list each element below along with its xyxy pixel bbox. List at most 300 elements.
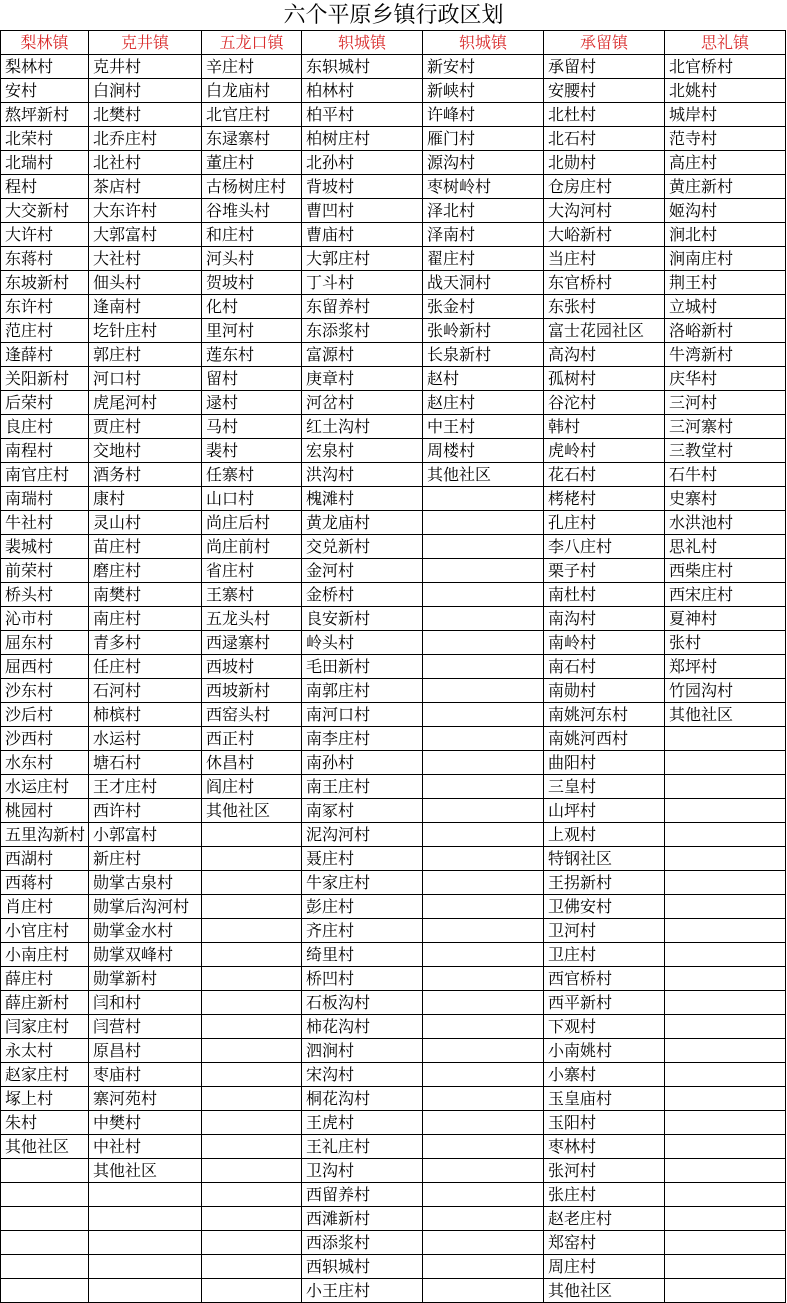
village-cell — [665, 1135, 786, 1159]
village-cell: 新安村 — [423, 55, 544, 79]
village-cell: 张岭新村 — [423, 319, 544, 343]
village-cell — [423, 727, 544, 751]
village-cell: 孔庄村 — [544, 511, 665, 535]
header-chengliu: 承留镇 — [544, 31, 665, 55]
village-cell — [665, 1063, 786, 1087]
village-cell: 南石村 — [544, 655, 665, 679]
table-row — [1, 871, 786, 895]
village-cell: 南河口村 — [302, 703, 423, 727]
village-cell: 青多村 — [89, 631, 202, 655]
village-cell — [665, 871, 786, 895]
village-cell: 聂庄村 — [302, 847, 423, 871]
village-cell: 南杜村 — [544, 583, 665, 607]
village-cell: 洪沟村 — [302, 463, 423, 487]
village-cell: 齐庄村 — [302, 919, 423, 943]
table-row — [1, 607, 786, 631]
table-row — [1, 511, 786, 535]
village-cell: 卫河村 — [544, 919, 665, 943]
village-cell: 永太村 — [1, 1039, 89, 1063]
village-cell: 白涧村 — [89, 79, 202, 103]
village-cell: 彭庄村 — [302, 895, 423, 919]
village-cell: 北官庄村 — [202, 103, 302, 127]
village-cell: 河头村 — [202, 247, 302, 271]
village-cell: 茶店村 — [89, 175, 202, 199]
village-cell: 石河村 — [89, 679, 202, 703]
table-row — [1, 415, 786, 439]
table-row — [1, 751, 786, 775]
village-cell: 张河村 — [544, 1159, 665, 1183]
village-cell: 南程村 — [1, 439, 89, 463]
village-cell: 其他社区 — [665, 703, 786, 727]
table-row — [1, 919, 786, 943]
village-cell: 薛庄新村 — [1, 991, 89, 1015]
village-cell: 塚上村 — [1, 1087, 89, 1111]
village-cell: 西留养村 — [302, 1183, 423, 1207]
village-cell — [202, 1111, 302, 1135]
table-row — [1, 127, 786, 151]
village-cell: 南庄村 — [89, 607, 202, 631]
village-cell: 水运村 — [89, 727, 202, 751]
village-cell: 牛社村 — [1, 511, 89, 535]
village-cell: 李八庄村 — [544, 535, 665, 559]
village-cell: 背坡村 — [302, 175, 423, 199]
village-cell: 北瑞村 — [1, 151, 89, 175]
village-cell — [665, 919, 786, 943]
header-zhicheng-2: 轵城镇 — [423, 31, 544, 55]
village-cell: 泽北村 — [423, 199, 544, 223]
village-cell: 小南庄村 — [1, 943, 89, 967]
village-cell: 薛庄村 — [1, 967, 89, 991]
village-cell: 勋掌后沟河村 — [89, 895, 202, 919]
village-cell: 北姚村 — [665, 79, 786, 103]
village-cell — [665, 1015, 786, 1039]
village-cell: 关阳新村 — [1, 367, 89, 391]
village-cell: 原昌村 — [89, 1039, 202, 1063]
village-cell: 赵庄村 — [423, 391, 544, 415]
village-cell: 五里沟新村 — [1, 823, 89, 847]
village-cell: 栲栳村 — [544, 487, 665, 511]
village-cell: 南姚河东村 — [544, 703, 665, 727]
village-cell: 南冢村 — [302, 799, 423, 823]
village-cell: 赵村 — [423, 367, 544, 391]
village-cell: 熬坪新村 — [1, 103, 89, 127]
village-cell: 韩村 — [544, 415, 665, 439]
village-cell: 翟庄村 — [423, 247, 544, 271]
village-cell — [423, 1063, 544, 1087]
village-cell: 水洪池村 — [665, 511, 786, 535]
village-cell: 卫佛安村 — [544, 895, 665, 919]
village-cell: 赵家庄村 — [1, 1063, 89, 1087]
village-cell: 山坪村 — [544, 799, 665, 823]
village-cell: 和庄村 — [202, 223, 302, 247]
table-row — [1, 991, 786, 1015]
village-cell — [1, 1207, 89, 1231]
village-cell: 三教堂村 — [665, 439, 786, 463]
village-cell: 勋掌新村 — [89, 967, 202, 991]
village-cell: 省庄村 — [202, 559, 302, 583]
village-cell: 水东村 — [1, 751, 89, 775]
village-cell: 灵山村 — [89, 511, 202, 535]
village-cell: 中王村 — [423, 415, 544, 439]
village-cell: 小寨村 — [544, 1063, 665, 1087]
village-cell: 良安新村 — [302, 607, 423, 631]
table-row — [1, 175, 786, 199]
header-sili: 思礼镇 — [665, 31, 786, 55]
village-cell — [202, 895, 302, 919]
village-cell: 圪针庄村 — [89, 319, 202, 343]
village-cell: 其他社区 — [544, 1279, 665, 1303]
village-cell: 董庄村 — [202, 151, 302, 175]
village-cell: 高庄村 — [665, 151, 786, 175]
village-cell — [423, 775, 544, 799]
village-cell: 玉皇庙村 — [544, 1087, 665, 1111]
village-cell: 莲东村 — [202, 343, 302, 367]
village-cell: 富源村 — [302, 343, 423, 367]
village-cell: 北官桥村 — [665, 55, 786, 79]
village-cell: 涧北村 — [665, 223, 786, 247]
table-row — [1, 1279, 786, 1303]
village-cell: 王寨村 — [202, 583, 302, 607]
village-cell: 肖庄村 — [1, 895, 89, 919]
village-cell: 沙东村 — [1, 679, 89, 703]
village-cell — [202, 943, 302, 967]
village-cell: 曹庙村 — [302, 223, 423, 247]
village-cell — [665, 991, 786, 1015]
village-cell: 酒务村 — [89, 463, 202, 487]
village-cell — [89, 1279, 202, 1303]
village-cell: 西轵城村 — [302, 1255, 423, 1279]
village-cell — [423, 1279, 544, 1303]
village-cell: 北社村 — [89, 151, 202, 175]
village-cell: 富士花园社区 — [544, 319, 665, 343]
village-cell: 小王庄村 — [302, 1279, 423, 1303]
village-cell: 南郭庄村 — [302, 679, 423, 703]
table-row — [1, 487, 786, 511]
table-row — [1, 463, 786, 487]
village-cell: 西逯寨村 — [202, 631, 302, 655]
village-cell: 塘石村 — [89, 751, 202, 775]
village-cell: 小官庄村 — [1, 919, 89, 943]
table-row — [1, 1135, 786, 1159]
village-cell: 桥凹村 — [302, 967, 423, 991]
village-cell: 岭头村 — [302, 631, 423, 655]
village-cell: 郭庄村 — [89, 343, 202, 367]
village-cell — [423, 823, 544, 847]
table-row — [1, 391, 786, 415]
village-cell — [202, 871, 302, 895]
village-cell — [423, 1111, 544, 1135]
table-row — [1, 967, 786, 991]
township-table — [0, 30, 786, 1303]
village-cell: 新峡村 — [423, 79, 544, 103]
village-cell: 柏平村 — [302, 103, 423, 127]
village-cell — [1, 1279, 89, 1303]
village-cell: 雁门村 — [423, 127, 544, 151]
village-cell: 牛家庄村 — [302, 871, 423, 895]
village-cell: 闫家庄村 — [1, 1015, 89, 1039]
village-cell: 立城村 — [665, 295, 786, 319]
village-cell: 柏树庄村 — [302, 127, 423, 151]
village-cell: 西正村 — [202, 727, 302, 751]
table-row — [1, 559, 786, 583]
village-cell — [202, 1207, 302, 1231]
village-cell: 尚庄后村 — [202, 511, 302, 535]
village-cell: 仓房庄村 — [544, 175, 665, 199]
village-cell — [423, 967, 544, 991]
table-row — [1, 367, 786, 391]
village-cell: 逯村 — [202, 391, 302, 415]
table-row — [1, 295, 786, 319]
village-cell — [202, 1279, 302, 1303]
village-cell: 周庄村 — [544, 1255, 665, 1279]
village-cell — [423, 799, 544, 823]
village-cell — [423, 943, 544, 967]
village-cell — [202, 1135, 302, 1159]
village-cell: 尚庄前村 — [202, 535, 302, 559]
village-cell: 泽南村 — [423, 223, 544, 247]
village-cell — [423, 607, 544, 631]
village-cell — [423, 583, 544, 607]
village-cell — [89, 1255, 202, 1279]
village-cell: 涧南庄村 — [665, 247, 786, 271]
village-cell: 宏泉村 — [302, 439, 423, 463]
village-cell: 休昌村 — [202, 751, 302, 775]
table-row — [1, 679, 786, 703]
village-cell: 西柴庄村 — [665, 559, 786, 583]
table-row — [1, 943, 786, 967]
village-cell — [202, 1039, 302, 1063]
village-cell: 张庄村 — [544, 1183, 665, 1207]
village-cell: 康村 — [89, 487, 202, 511]
table-row — [1, 343, 786, 367]
village-cell: 西坡村 — [202, 655, 302, 679]
village-cell: 西官桥村 — [544, 967, 665, 991]
village-cell — [665, 1111, 786, 1135]
village-cell: 槐滩村 — [302, 487, 423, 511]
village-cell — [202, 1063, 302, 1087]
village-cell: 姬沟村 — [665, 199, 786, 223]
village-cell: 桃园村 — [1, 799, 89, 823]
header-lilin: 梨林镇 — [1, 31, 89, 55]
village-cell — [202, 847, 302, 871]
village-cell — [423, 847, 544, 871]
village-cell: 东坡新村 — [1, 271, 89, 295]
village-cell: 张金村 — [423, 295, 544, 319]
village-cell: 阎庄村 — [202, 775, 302, 799]
village-cell: 虎岭村 — [544, 439, 665, 463]
village-cell: 石牛村 — [665, 463, 786, 487]
village-cell: 卫沟村 — [302, 1159, 423, 1183]
village-cell — [423, 1039, 544, 1063]
table-row — [1, 1087, 786, 1111]
village-cell: 佃头村 — [89, 271, 202, 295]
table-row — [1, 799, 786, 823]
village-cell: 苗庄村 — [89, 535, 202, 559]
village-cell — [665, 1231, 786, 1255]
village-cell — [665, 775, 786, 799]
village-cell: 黄庄新村 — [665, 175, 786, 199]
village-cell: 南孙村 — [302, 751, 423, 775]
village-cell: 长泉新村 — [423, 343, 544, 367]
village-cell: 程村 — [1, 175, 89, 199]
village-cell: 安村 — [1, 79, 89, 103]
village-cell: 沁市村 — [1, 607, 89, 631]
village-cell — [423, 535, 544, 559]
village-cell: 西坡新村 — [202, 679, 302, 703]
village-cell: 南李庄村 — [302, 727, 423, 751]
table-row — [1, 631, 786, 655]
village-cell — [423, 631, 544, 655]
table-row — [1, 1039, 786, 1063]
village-cell: 枣树岭村 — [423, 175, 544, 199]
village-cell: 贺坡村 — [202, 271, 302, 295]
village-cell: 西许村 — [89, 799, 202, 823]
table-row — [1, 79, 786, 103]
village-cell: 北荣村 — [1, 127, 89, 151]
village-cell — [423, 871, 544, 895]
village-cell: 小郭富村 — [89, 823, 202, 847]
village-cell: 马村 — [202, 415, 302, 439]
village-cell: 承留村 — [544, 55, 665, 79]
village-cell: 里河村 — [202, 319, 302, 343]
village-cell: 郑窑村 — [544, 1231, 665, 1255]
village-cell: 泥沟河村 — [302, 823, 423, 847]
table-row — [1, 1015, 786, 1039]
village-cell: 赵老庄村 — [544, 1207, 665, 1231]
village-cell: 闫营村 — [89, 1015, 202, 1039]
village-cell: 思礼村 — [665, 535, 786, 559]
village-cell — [89, 1231, 202, 1255]
village-cell: 南勋村 — [544, 679, 665, 703]
table-row — [1, 319, 786, 343]
village-cell — [665, 1087, 786, 1111]
village-cell — [89, 1183, 202, 1207]
village-cell: 后荣村 — [1, 391, 89, 415]
village-cell: 大东许村 — [89, 199, 202, 223]
village-cell: 周楼村 — [423, 439, 544, 463]
table-row — [1, 151, 786, 175]
village-cell: 沙后村 — [1, 703, 89, 727]
village-cell: 裴城村 — [1, 535, 89, 559]
village-cell: 任庄村 — [89, 655, 202, 679]
village-cell: 上观村 — [544, 823, 665, 847]
village-cell: 庆华村 — [665, 367, 786, 391]
village-cell — [665, 967, 786, 991]
village-cell: 南瑞村 — [1, 487, 89, 511]
village-cell: 东留养村 — [302, 295, 423, 319]
village-cell — [665, 799, 786, 823]
village-cell: 大郭庄村 — [302, 247, 423, 271]
village-cell — [1, 1255, 89, 1279]
village-cell — [202, 823, 302, 847]
village-cell — [665, 1255, 786, 1279]
village-cell: 南樊村 — [89, 583, 202, 607]
village-cell: 夏神村 — [665, 607, 786, 631]
table-row — [1, 583, 786, 607]
village-cell: 范寺村 — [665, 127, 786, 151]
village-cell — [665, 751, 786, 775]
village-cell: 王虎村 — [302, 1111, 423, 1135]
village-cell: 许峰村 — [423, 103, 544, 127]
village-cell: 王才庄村 — [89, 775, 202, 799]
village-cell: 范庄村 — [1, 319, 89, 343]
village-cell: 牛湾新村 — [665, 343, 786, 367]
village-cell: 前荣村 — [1, 559, 89, 583]
village-cell: 枣庙村 — [89, 1063, 202, 1087]
village-cell: 安腰村 — [544, 79, 665, 103]
village-cell: 交兑新村 — [302, 535, 423, 559]
village-cell — [423, 991, 544, 1015]
village-cell: 其他社区 — [202, 799, 302, 823]
village-cell — [665, 1159, 786, 1183]
table-row — [1, 895, 786, 919]
village-cell: 桥头村 — [1, 583, 89, 607]
village-cell — [423, 487, 544, 511]
village-cell: 北乔庄村 — [89, 127, 202, 151]
village-cell: 红土沟村 — [302, 415, 423, 439]
village-cell: 逢南村 — [89, 295, 202, 319]
village-cell — [665, 895, 786, 919]
table-row — [1, 55, 786, 79]
header-wulongkou: 五龙口镇 — [202, 31, 302, 55]
village-cell: 王礼庄村 — [302, 1135, 423, 1159]
village-cell — [665, 847, 786, 871]
village-cell — [423, 655, 544, 679]
page-title: 六个平原乡镇行政区划 — [283, 3, 504, 28]
village-cell — [665, 823, 786, 847]
village-cell: 南姚河西村 — [544, 727, 665, 751]
header-zhicheng: 轵城镇 — [302, 31, 423, 55]
village-cell: 辛庄村 — [202, 55, 302, 79]
village-cell — [423, 1135, 544, 1159]
table-row — [1, 847, 786, 871]
table-row — [1, 703, 786, 727]
village-cell: 宋沟村 — [302, 1063, 423, 1087]
village-cell: 郑坪村 — [665, 655, 786, 679]
village-cell: 小南姚村 — [544, 1039, 665, 1063]
village-cell — [665, 1279, 786, 1303]
village-cell: 战天洞村 — [423, 271, 544, 295]
village-cell: 孤树村 — [544, 367, 665, 391]
village-cell: 交地村 — [89, 439, 202, 463]
village-cell: 特钢社区 — [544, 847, 665, 871]
village-cell: 高沟村 — [544, 343, 665, 367]
village-cell — [1, 1159, 89, 1183]
village-cell: 绮里村 — [302, 943, 423, 967]
village-cell — [202, 1231, 302, 1255]
village-cell: 花石村 — [544, 463, 665, 487]
village-cell: 枣林村 — [544, 1135, 665, 1159]
table-row — [1, 223, 786, 247]
village-cell — [89, 1207, 202, 1231]
village-cell: 柏林村 — [302, 79, 423, 103]
village-cell: 屈西村 — [1, 655, 89, 679]
village-cell — [202, 1015, 302, 1039]
village-cell — [202, 1255, 302, 1279]
header-row — [1, 31, 786, 55]
village-cell: 源沟村 — [423, 151, 544, 175]
village-cell: 任寨村 — [202, 463, 302, 487]
village-cell: 谷沱村 — [544, 391, 665, 415]
village-cell: 卫庄村 — [544, 943, 665, 967]
village-cell: 桐花沟村 — [302, 1087, 423, 1111]
village-cell — [202, 967, 302, 991]
village-cell: 闫和村 — [89, 991, 202, 1015]
header-kejing: 克井镇 — [89, 31, 202, 55]
village-cell: 北孙村 — [302, 151, 423, 175]
village-cell: 虎尾河村 — [89, 391, 202, 415]
table-row — [1, 775, 786, 799]
